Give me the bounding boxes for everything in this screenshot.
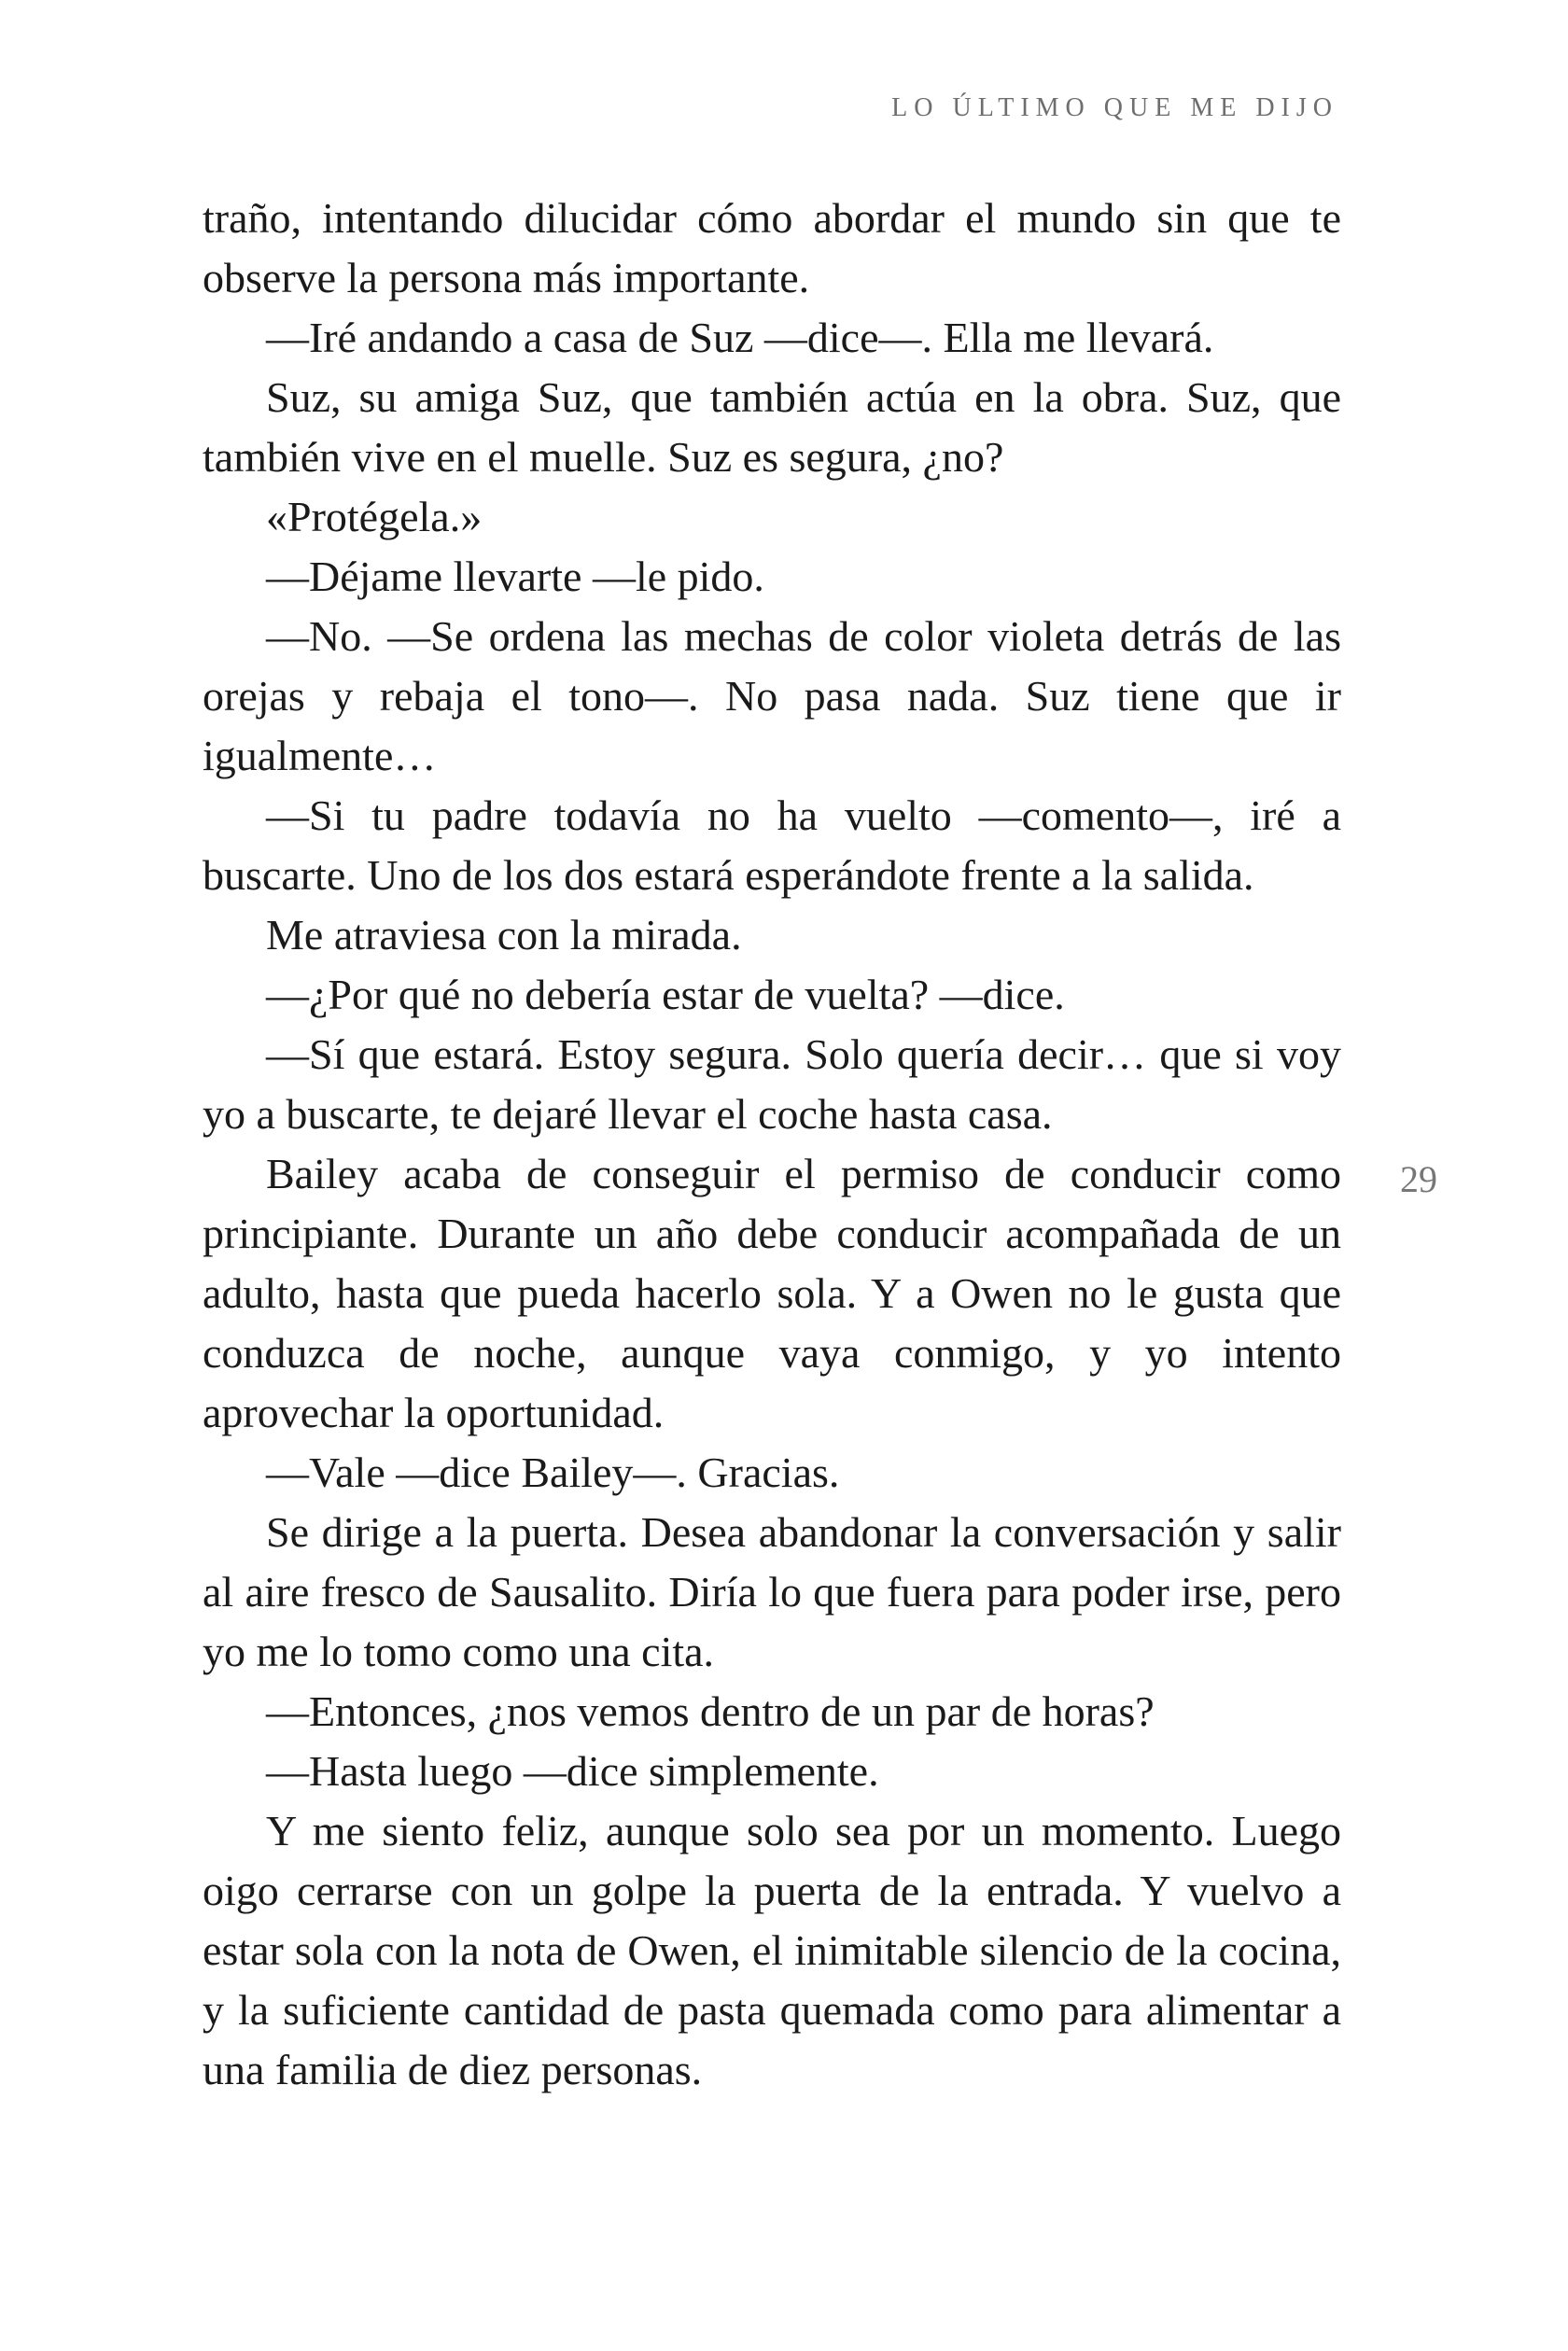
paragraph: —No. —Se ordena las mechas de color violeta detrás de las orejas y rebaja el tono—. No pasa nada. Suz tiene que ir igualmente…: [203, 612, 1341, 779]
paragraph: «Protégela.»: [266, 493, 483, 540]
paragraph: Y me siento feliz, aunque solo sea por un momento. Luego oigo cerrarse con un golpe la puerta de la entrada. Y vuelvo a estar sola con la nota de Owen, el inimitable silencio de la cocina, y la suficiente cantidad de pasta quemada como para alimentar a una familia de diez personas.: [203, 1807, 1341, 2093]
paragraph: Bailey acaba de conseguir el permiso de conducir como principiante. Durante un año debe conducir acompañada de un adulto, hasta que pueda hacerlo sola. Y a Owen no le gusta que conduzca de noche, aunque vaya conmigo, y yo intento aprovechar la oportunidad.: [203, 1150, 1341, 1436]
paragraph: Se dirige a la puerta. Desea abandonar la conversación y salir al aire fresco de Sausalito. Diría lo que fuera para poder irse, pero yo me lo tomo como una cita.: [203, 1508, 1341, 1675]
paragraph: —Déjame llevarte —le pido.: [266, 553, 764, 600]
paragraph: traño, intentando dilucidar cómo abordar el mundo sin que te observe la persona más importante.: [203, 194, 1341, 301]
paragraph: Me atraviesa con la mirada.: [266, 911, 742, 959]
paragraph: —Sí que estará. Estoy segura. Solo quería decir… que si voy yo a buscarte, te dejaré llevar el coche hasta casa.: [203, 1030, 1341, 1138]
running-header: LO ÚLTIMO QUE ME DIJO: [891, 93, 1338, 122]
paragraph: —Entonces, ¿nos vemos dentro de un par de horas?: [266, 1687, 1155, 1735]
page-number: 29: [1400, 1158, 1437, 1200]
paragraph: Suz, su amiga Suz, que también actúa en la obra. Suz, que también vive en el muelle. Suz es segura, ¿no?: [203, 373, 1341, 481]
paragraph: —Iré andando a casa de Suz —dice—. Ella me llevará.: [266, 314, 1214, 361]
paragraph: —Vale —dice Bailey—. Gracias.: [266, 1448, 840, 1496]
paragraph: —¿Por qué no debería estar de vuelta? —dice.: [266, 971, 1065, 1018]
paragraph: —Si tu padre todavía no ha vuelto —comento—, iré a buscarte. Uno de los dos estará esperándote frente a la salida.: [203, 791, 1341, 899]
body-text: [203, 189, 1341, 2100]
paragraph: —Hasta luego —dice simplemente.: [266, 1747, 879, 1795]
